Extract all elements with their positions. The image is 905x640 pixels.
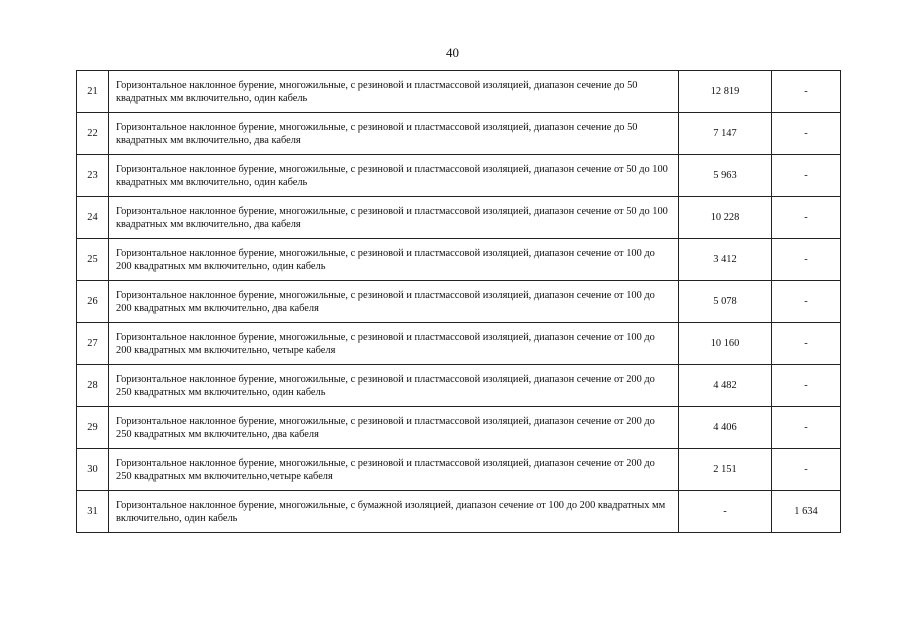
table-row — [77, 365, 841, 407]
table-row — [77, 239, 841, 281]
row-value-2: - — [772, 449, 841, 491]
row-number: 27 — [77, 323, 109, 365]
row-value-1: 4 406 — [679, 407, 772, 449]
table-row — [77, 281, 841, 323]
table-row — [77, 449, 841, 491]
row-description: Горизонтальное наклонное бурение, многожильные, с резиновой и пластмассовой изоляцией, диапазон сечение от 50 до 100 квадратных мм включительно, два кабеля — [109, 197, 679, 239]
row-value-1: 5 078 — [679, 281, 772, 323]
row-value-2: - — [772, 155, 841, 197]
row-value-1: 10 228 — [679, 197, 772, 239]
row-description: Горизонтальное наклонное бурение, многожильные, с резиновой и пластмассовой изоляцией, диапазон сечение от 50 до 100 квадратных мм включительно, один кабель — [109, 155, 679, 197]
row-description: Горизонтальное наклонное бурение, многожильные, с бумажной изоляцией, диапазон сечение от 100 до 200 квадратных мм включительно, один кабель — [109, 491, 679, 533]
row-number: 28 — [77, 365, 109, 407]
row-value-1: 4 482 — [679, 365, 772, 407]
table-row — [77, 491, 841, 533]
row-value-2: - — [772, 281, 841, 323]
row-number: 23 — [77, 155, 109, 197]
row-value-1: 5 963 — [679, 155, 772, 197]
table-row — [77, 407, 841, 449]
row-value-2: - — [772, 323, 841, 365]
row-value-2: - — [772, 365, 841, 407]
row-number: 31 — [77, 491, 109, 533]
table-row — [77, 155, 841, 197]
row-value-1: 2 151 — [679, 449, 772, 491]
row-number: 25 — [77, 239, 109, 281]
rates-table-body — [77, 71, 841, 533]
table-row — [77, 113, 841, 155]
row-value-1: 7 147 — [679, 113, 772, 155]
table-row — [77, 71, 841, 113]
row-number: 29 — [77, 407, 109, 449]
row-value-2: - — [772, 197, 841, 239]
row-value-2: - — [772, 71, 841, 113]
table-row — [77, 197, 841, 239]
row-description: Горизонтальное наклонное бурение, многожильные, с резиновой и пластмассовой изоляцией, диапазон сечение от 200 до 250 квадратных мм включительно, один кабель — [109, 365, 679, 407]
row-description: Горизонтальное наклонное бурение, многожильные, с резиновой и пластмассовой изоляцией, диапазон сечение от 200 до 250 квадратных мм включительно,четыре кабеля — [109, 449, 679, 491]
row-value-2: - — [772, 113, 841, 155]
row-description: Горизонтальное наклонное бурение, многожильные, с резиновой и пластмассовой изоляцией, диапазон сечение до 50 квадратных мм включительно, два кабеля — [109, 113, 679, 155]
table-row — [77, 323, 841, 365]
row-value-1: 10 160 — [679, 323, 772, 365]
row-description: Горизонтальное наклонное бурение, многожильные, с резиновой и пластмассовой изоляцией, диапазон сечение от 100 до 200 квадратных мм включительно, два кабеля — [109, 281, 679, 323]
row-value-1: 3 412 — [679, 239, 772, 281]
row-description: Горизонтальное наклонное бурение, многожильные, с резиновой и пластмассовой изоляцией, диапазон сечение от 100 до 200 квадратных мм включительно, один кабель — [109, 239, 679, 281]
row-value-1: 12 819 — [679, 71, 772, 113]
row-description: Горизонтальное наклонное бурение, многожильные, с резиновой и пластмассовой изоляцией, диапазон сечение от 100 до 200 квадратных мм включительно, четыре кабеля — [109, 323, 679, 365]
row-value-2: 1 634 — [772, 491, 841, 533]
page-number: 40 — [446, 45, 459, 60]
row-description: Горизонтальное наклонное бурение, многожильные, с резиновой и пластмассовой изоляцией, диапазон сечение до 50 квадратных мм включительно, один кабель — [109, 71, 679, 113]
row-number: 24 — [77, 197, 109, 239]
row-description: Горизонтальное наклонное бурение, многожильные, с резиновой и пластмассовой изоляцией, диапазон сечение от 200 до 250 квадратных мм включительно, два кабеля — [109, 407, 679, 449]
row-value-1: - — [679, 491, 772, 533]
row-value-2: - — [772, 239, 841, 281]
rates-table — [76, 70, 841, 533]
row-value-2: - — [772, 407, 841, 449]
row-number: 22 — [77, 113, 109, 155]
row-number: 26 — [77, 281, 109, 323]
row-number: 21 — [77, 71, 109, 113]
row-number: 30 — [77, 449, 109, 491]
